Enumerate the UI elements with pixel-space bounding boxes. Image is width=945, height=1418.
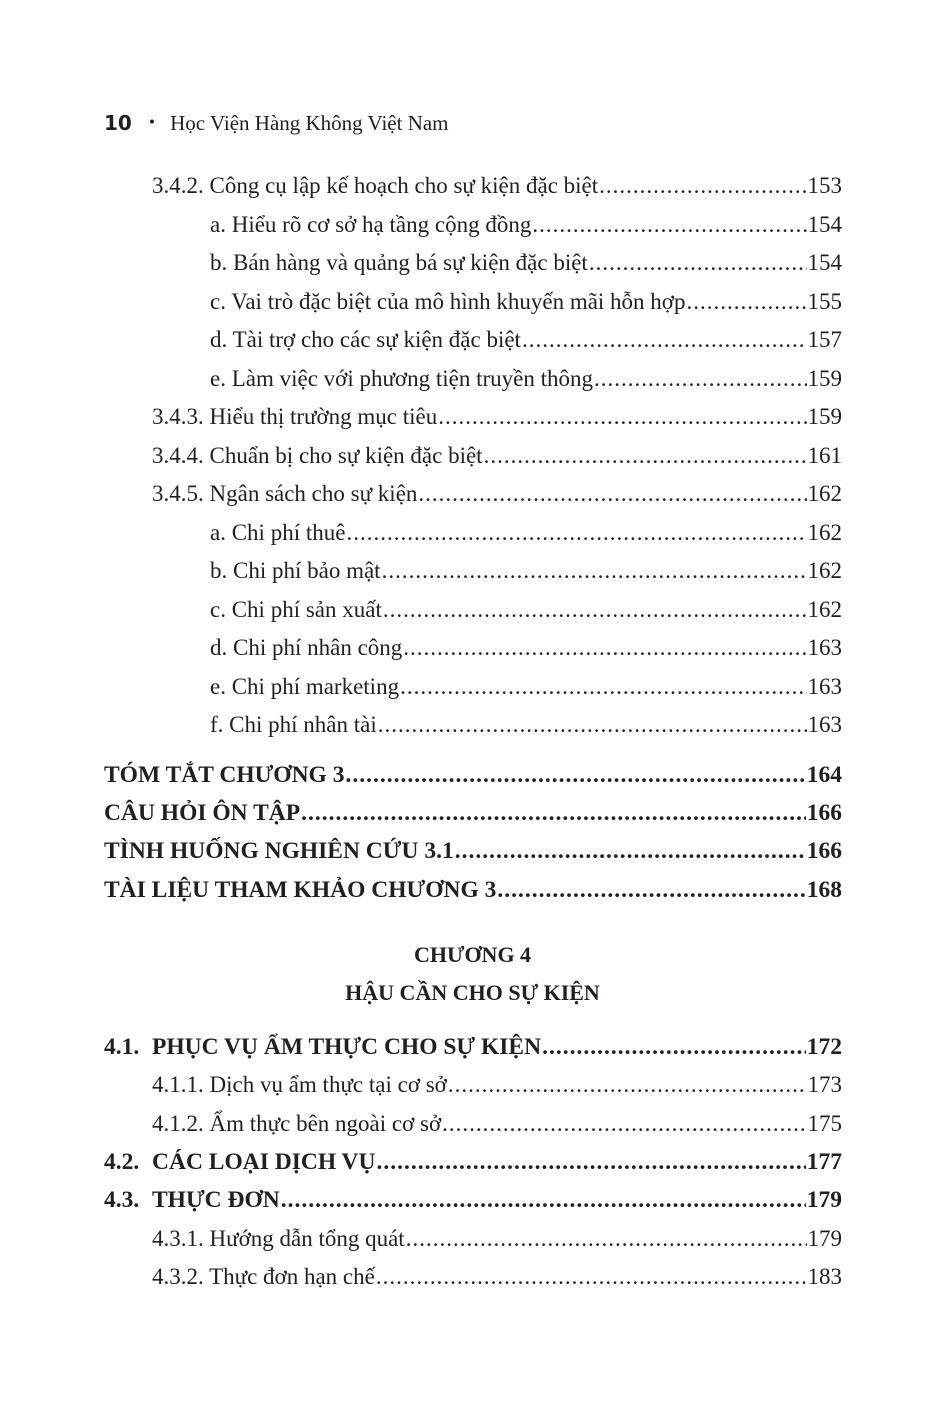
dot-leader <box>281 1182 806 1218</box>
dot-leader <box>383 592 807 628</box>
toc-entry-text: CÁC LOẠI DỊCH VỤ <box>152 1148 376 1175</box>
toc-entry-page: 154 <box>807 250 842 275</box>
page-number: 10 <box>104 111 132 135</box>
toc-entry-title: TÌNH HUỐNG NGHIÊN CỨU 3.1 <box>104 838 454 864</box>
chapter-title: HẬU CẦN CHO SỰ KIỆN <box>345 980 600 1005</box>
toc-entry <box>0 1029 842 1065</box>
dot-leader <box>542 1029 806 1065</box>
toc-entry-page: 179 <box>806 1187 842 1214</box>
toc-entry-page: 162 <box>807 596 842 622</box>
toc-entry <box>0 795 842 831</box>
toc-entry-page: 155 <box>807 288 842 314</box>
toc-entry-page: 162 <box>807 558 842 583</box>
toc-entry-title: TÀI LIỆU THAM KHẢO CHƯƠNG 3 <box>104 877 497 903</box>
toc-entry-title: 3.4.3. Hiểu thị trường mục tiêu <box>152 404 438 429</box>
toc-entry-title: e. Chi phí marketing <box>210 673 400 699</box>
toc-entry-page: 177 <box>806 1148 842 1175</box>
toc-entry <box>0 757 842 793</box>
toc-entry <box>0 207 842 243</box>
toc-entry <box>0 438 842 474</box>
toc-entry-title: 3.4.4. Chuẩn bị cho sự kiện đặc biệt <box>152 442 483 468</box>
dot-leader <box>438 399 806 435</box>
toc-entry-title: CÂU HỎI ÔN TẬP <box>104 800 301 826</box>
toc-entry <box>0 1259 842 1295</box>
toc-entry-title: d. Tài trợ cho các sự kiện đặc biệt <box>210 327 521 352</box>
toc-entry-page: 166 <box>806 800 842 826</box>
header-title: Học Viện Hàng Không Việt Nam <box>170 110 449 135</box>
toc-entry <box>0 833 842 869</box>
dot-leader <box>599 168 806 204</box>
toc-entry-page: 157 <box>807 327 842 352</box>
toc-entry-page: 183 <box>807 1263 842 1289</box>
toc-entry <box>0 361 842 397</box>
dot-leader <box>403 630 806 666</box>
toc-entry-title: 4.1.2. Ẩm thực bên ngoài cơ sở <box>152 1110 442 1136</box>
toc-entry-page: 163 <box>807 635 842 660</box>
header-bullet: • <box>147 115 157 131</box>
toc-entry <box>0 872 842 908</box>
toc-entry-title: d. Chi phí nhân công <box>210 635 403 660</box>
toc-entry-title <box>104 1182 280 1218</box>
toc-entry-title: 3.4.5. Ngân sách cho sự kiện <box>152 481 418 506</box>
toc-entry-page: 162 <box>807 481 842 506</box>
toc-entry <box>0 245 842 281</box>
toc-entry-page: 161 <box>807 442 842 468</box>
dot-leader <box>448 1067 807 1103</box>
dot-leader <box>484 438 807 474</box>
dot-leader <box>377 1144 806 1180</box>
dot-leader <box>406 1221 807 1257</box>
dot-leader <box>345 757 805 793</box>
toc-entry-number: 4.1. <box>104 1034 140 1060</box>
dot-leader <box>400 669 806 705</box>
toc-entry-page: 159 <box>807 404 842 429</box>
dot-leader <box>686 284 806 320</box>
toc-entry-title <box>104 1029 541 1065</box>
toc-entry-title <box>104 1144 376 1180</box>
running-header <box>104 107 449 139</box>
dot-leader <box>455 833 806 869</box>
toc-entry-title: f. Chi phí nhân tài <box>210 712 377 737</box>
toc-entry-title: 4.1.1. Dịch vụ ẩm thực tại cơ sở <box>152 1072 447 1098</box>
toc-entry-page: 175 <box>807 1110 842 1136</box>
dot-leader <box>497 872 805 908</box>
toc-entry-number: 4.2. <box>104 1148 140 1175</box>
toc-entry <box>0 1106 842 1142</box>
toc-entry <box>0 515 842 551</box>
dot-leader <box>594 361 807 397</box>
toc-entry <box>0 284 842 320</box>
dot-leader <box>532 207 806 243</box>
dot-leader <box>589 245 807 281</box>
dot-leader <box>418 476 806 512</box>
toc-entry <box>0 707 842 743</box>
dot-leader <box>442 1106 806 1142</box>
toc-entry-title: TÓM TẮT CHƯƠNG 3 <box>104 762 345 788</box>
toc-entry-text: PHỤC VỤ ẨM THỰC CHO SỰ KIỆN <box>152 1034 542 1060</box>
toc-entry-page: 163 <box>807 673 842 699</box>
toc-entry <box>0 553 842 589</box>
dot-leader <box>376 1259 807 1295</box>
toc-entry-page: 172 <box>806 1034 842 1060</box>
dot-leader <box>382 553 807 589</box>
toc-entry-text: THỰC ĐƠN <box>152 1187 280 1214</box>
toc-entry-page: 166 <box>806 838 842 864</box>
chapter-label: CHƯƠNG 4 <box>413 942 532 967</box>
toc-entry <box>0 168 842 204</box>
dot-leader <box>378 707 807 743</box>
toc-entry-title: 4.3.1. Hướng dẫn tổng quát <box>152 1225 405 1251</box>
toc-entry <box>0 1182 842 1218</box>
toc-entry <box>0 1144 842 1180</box>
toc-entry <box>0 399 842 435</box>
toc-entry <box>0 630 842 666</box>
dot-leader <box>522 322 807 358</box>
toc-entry-title: 4.3.2. Thực đơn hạn chế <box>152 1263 375 1289</box>
dot-leader <box>346 515 806 551</box>
toc-entry <box>0 1221 842 1257</box>
toc-entry-page: 163 <box>807 712 842 737</box>
toc-entry-title: a. Chi phí thuê <box>210 519 346 545</box>
toc-entry <box>0 476 842 512</box>
toc-entry-page: 173 <box>807 1072 842 1098</box>
toc-entry <box>0 1067 842 1103</box>
toc-entry <box>0 592 842 628</box>
toc-entry-page: 153 <box>807 173 842 198</box>
toc-entry-title: b. Bán hàng và quảng bá sự kiện đặc biệt <box>210 250 588 275</box>
toc-entry-page: 162 <box>807 519 842 545</box>
toc-entry-page: 154 <box>807 211 842 237</box>
toc-entry-title: e. Làm việc với phương tiện truyền thông <box>210 365 593 391</box>
toc-entry-page: 168 <box>806 877 842 903</box>
toc-entry <box>0 322 842 358</box>
toc-entry-title: c. Chi phí sản xuất <box>210 596 382 622</box>
dot-leader <box>301 795 806 831</box>
toc-entry-number: 4.3. <box>104 1187 140 1214</box>
toc-entry <box>0 669 842 705</box>
toc-entry-title: b. Chi phí bảo mật <box>210 558 381 583</box>
toc-entry-title: a. Hiểu rõ cơ sở hạ tầng cộng đồng <box>210 211 532 237</box>
toc-entry-page: 159 <box>807 365 842 391</box>
toc-entry-title: c. Vai trò đặc biệt của mô hình khuyến mãi hỗn hợp <box>210 288 686 314</box>
toc-entry-page: 164 <box>806 762 842 788</box>
toc-entry-page: 179 <box>807 1225 842 1251</box>
toc-entry-title: 3.4.2. Công cụ lập kế hoạch cho sự kiện đặc biệt <box>152 173 599 198</box>
